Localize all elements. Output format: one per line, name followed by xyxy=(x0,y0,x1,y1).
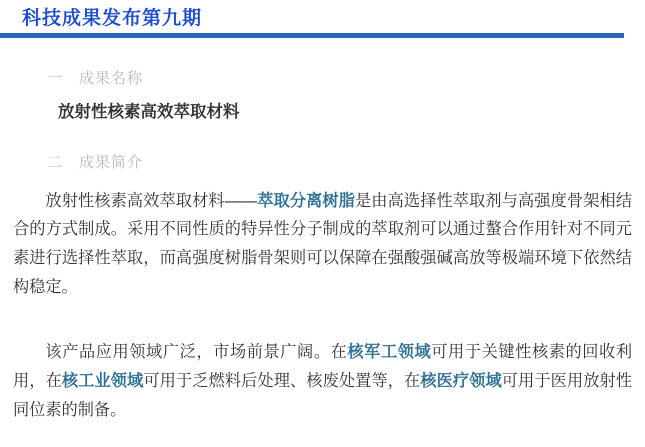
paragraph-text: 放射性核素高效萃取材料—— xyxy=(45,191,258,210)
section-number: 一 xyxy=(47,70,64,87)
highlight-term: 核工业领域 xyxy=(61,372,144,391)
document-body xyxy=(0,71,645,424)
paragraph-text: 可用于乏燃料后处理、核废处置等，在 xyxy=(143,372,421,391)
paragraph-text: 是由高选择性萃取剂与高强度骨架相结合的方式制成。采用不同性质的特异性分子制成的萃取剂可以通过螯合作用针对不同元素进行选择性萃取，而高强度树脂骨架则可以保障在强酸强碱高放等极端环境下依然结构稳定。 xyxy=(13,191,633,296)
page-title: 科技成果发布第九期 xyxy=(22,8,203,29)
paragraph-text: 该产品应用领域广泛，市场前景广阔。在 xyxy=(45,343,348,362)
highlight-term: 核军工领域 xyxy=(347,343,432,362)
highlight-term: 萃取分离树脂 xyxy=(257,191,355,210)
application-paragraph xyxy=(13,338,632,424)
section-heading-result-intro xyxy=(47,155,632,170)
section-label: 成果名称 xyxy=(79,70,144,87)
intro-paragraph xyxy=(13,187,632,302)
highlight-term: 核医疗领域 xyxy=(420,372,502,391)
section-heading-result-name xyxy=(47,71,632,86)
section-number: 二 xyxy=(47,153,64,171)
header-divider xyxy=(0,33,624,38)
paragraph-text: 可用于关键性核素的回收利用，在 xyxy=(13,343,633,391)
result-name: 放射性核素高效萃取材料 xyxy=(58,103,240,121)
paragraph-text: 可用于医用放射性同位素的制备。 xyxy=(13,372,633,419)
section-label: 成果简介 xyxy=(79,153,144,171)
